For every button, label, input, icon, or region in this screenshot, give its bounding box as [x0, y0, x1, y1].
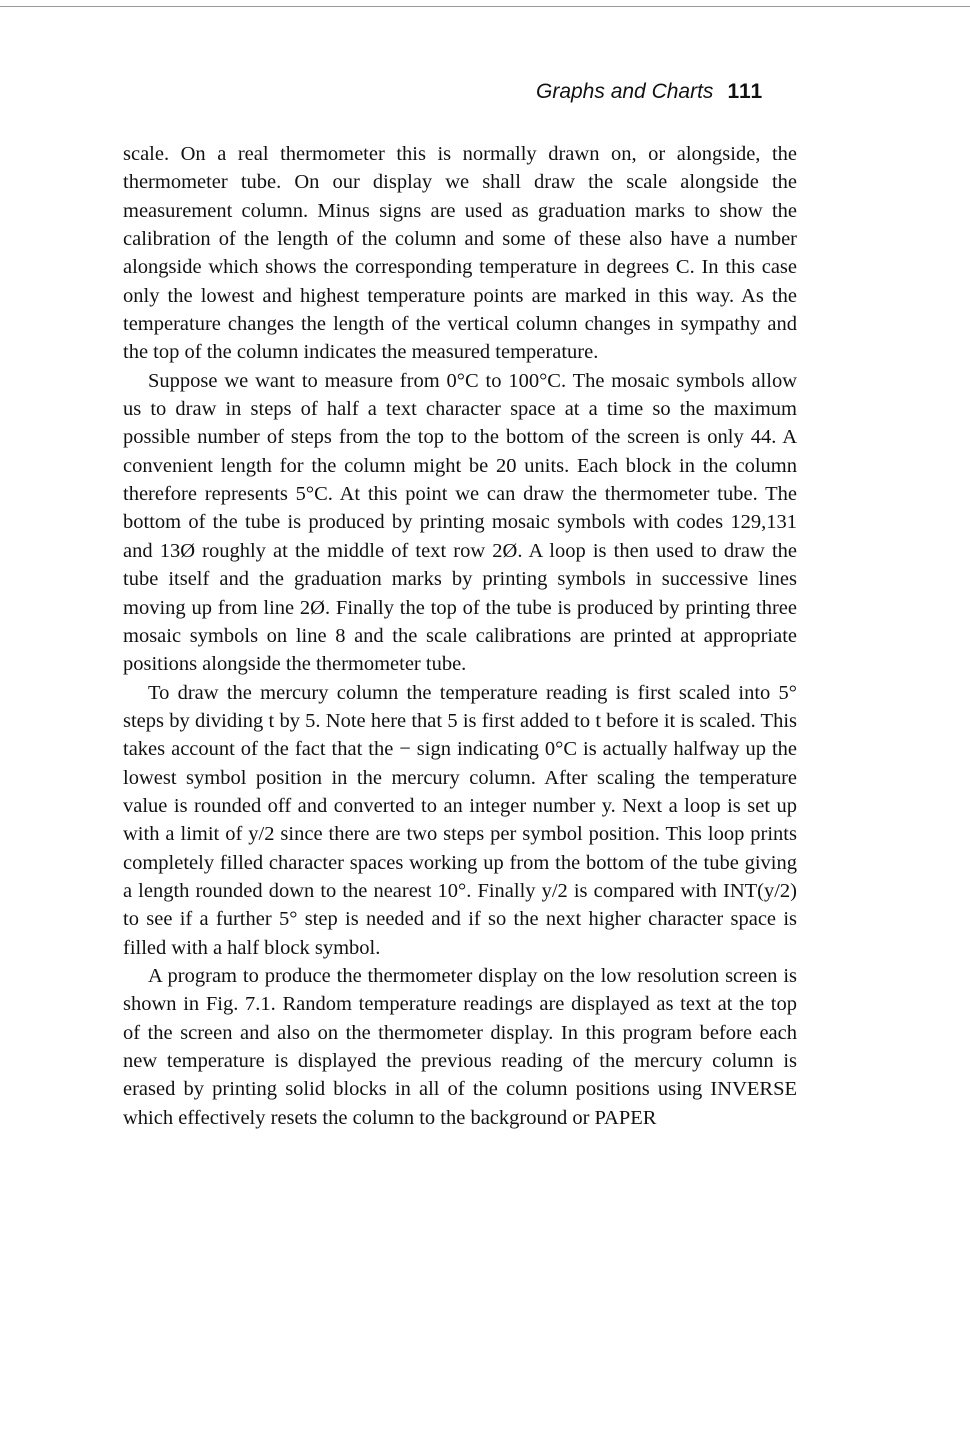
paragraph-3: To draw the mercury column the temperature reading is first scaled into 5° steps by dividing t by 5. Note here that 5 is first added to t before it is scaled. This takes account of the fact that the − sign indicating 0°C is actually halfway up the lowest symbol position in the mercury column. After scaling the temperature value is rounded off and converted to an integer number y. Next a loop is set up with a limit of y/2 since there are two steps per symbol position. This loop prints completely filled character spaces working up from the bottom of the tube giving a length rounded down to the nearest 10°. Finally y/2 is compared with INT(y/2) to see if a further 5° step is needed and if so the next higher character space is filled with a half block symbol.: [123, 681, 797, 959]
paragraph-4: A program to produce the thermometer display on the low resolution screen is shown in Fig. 7.1. Random temperature readings are displayed as text at the top of the screen and also on the thermometer display. In this program before each new temperature is displayed the previous reading of the mercury column is erased by printing solid blocks in all of the column positions using INVERSE which effectively resets the column to the background or PAPER: [123, 964, 797, 1129]
running-head: [536, 80, 796, 104]
running-head-title: Graphs and Charts: [536, 80, 714, 103]
body-text: [123, 140, 797, 1132]
paragraph-1: scale. On a real thermometer this is normally drawn on, or alongside, the thermometer tube. On our display we shall draw the scale alongside the measurement column. Minus signs are used as graduation marks to show the calibration of the length of the column and some of these also have a number alongside which shows the corresponding temperature in degrees C. In this case only the lowest and highest temperature points are marked in this way. As the temperature changes the length of the vertical column changes in sympathy and the top of the column indicates the measured temperature.: [123, 143, 797, 364]
page-top-rule: [0, 6, 970, 7]
page-number: 111: [727, 80, 764, 103]
paragraph-2: Suppose we want to measure from 0°C to 100°C. The mosaic symbols allow us to draw in steps of half a text character space at a time so the maximum possible number of steps from the top to the bottom of the screen is only 44. A convenient length for the column might be 20 units. Each block in the column therefore represents 5°C. At this point we can draw the thermometer tube. The bottom of the tube is produced by printing mosaic symbols with codes 129,131 and 13Ø roughly at the middle of text row 2Ø. A loop is then used to draw the tube itself and the graduation marks by printing symbols in successive lines moving up from line 2Ø. Finally the top of the tube is produced by printing three mosaic symbols on line 8 and the scale calibrations are printed at appropriate positions alongside the thermometer tube.: [123, 369, 797, 676]
